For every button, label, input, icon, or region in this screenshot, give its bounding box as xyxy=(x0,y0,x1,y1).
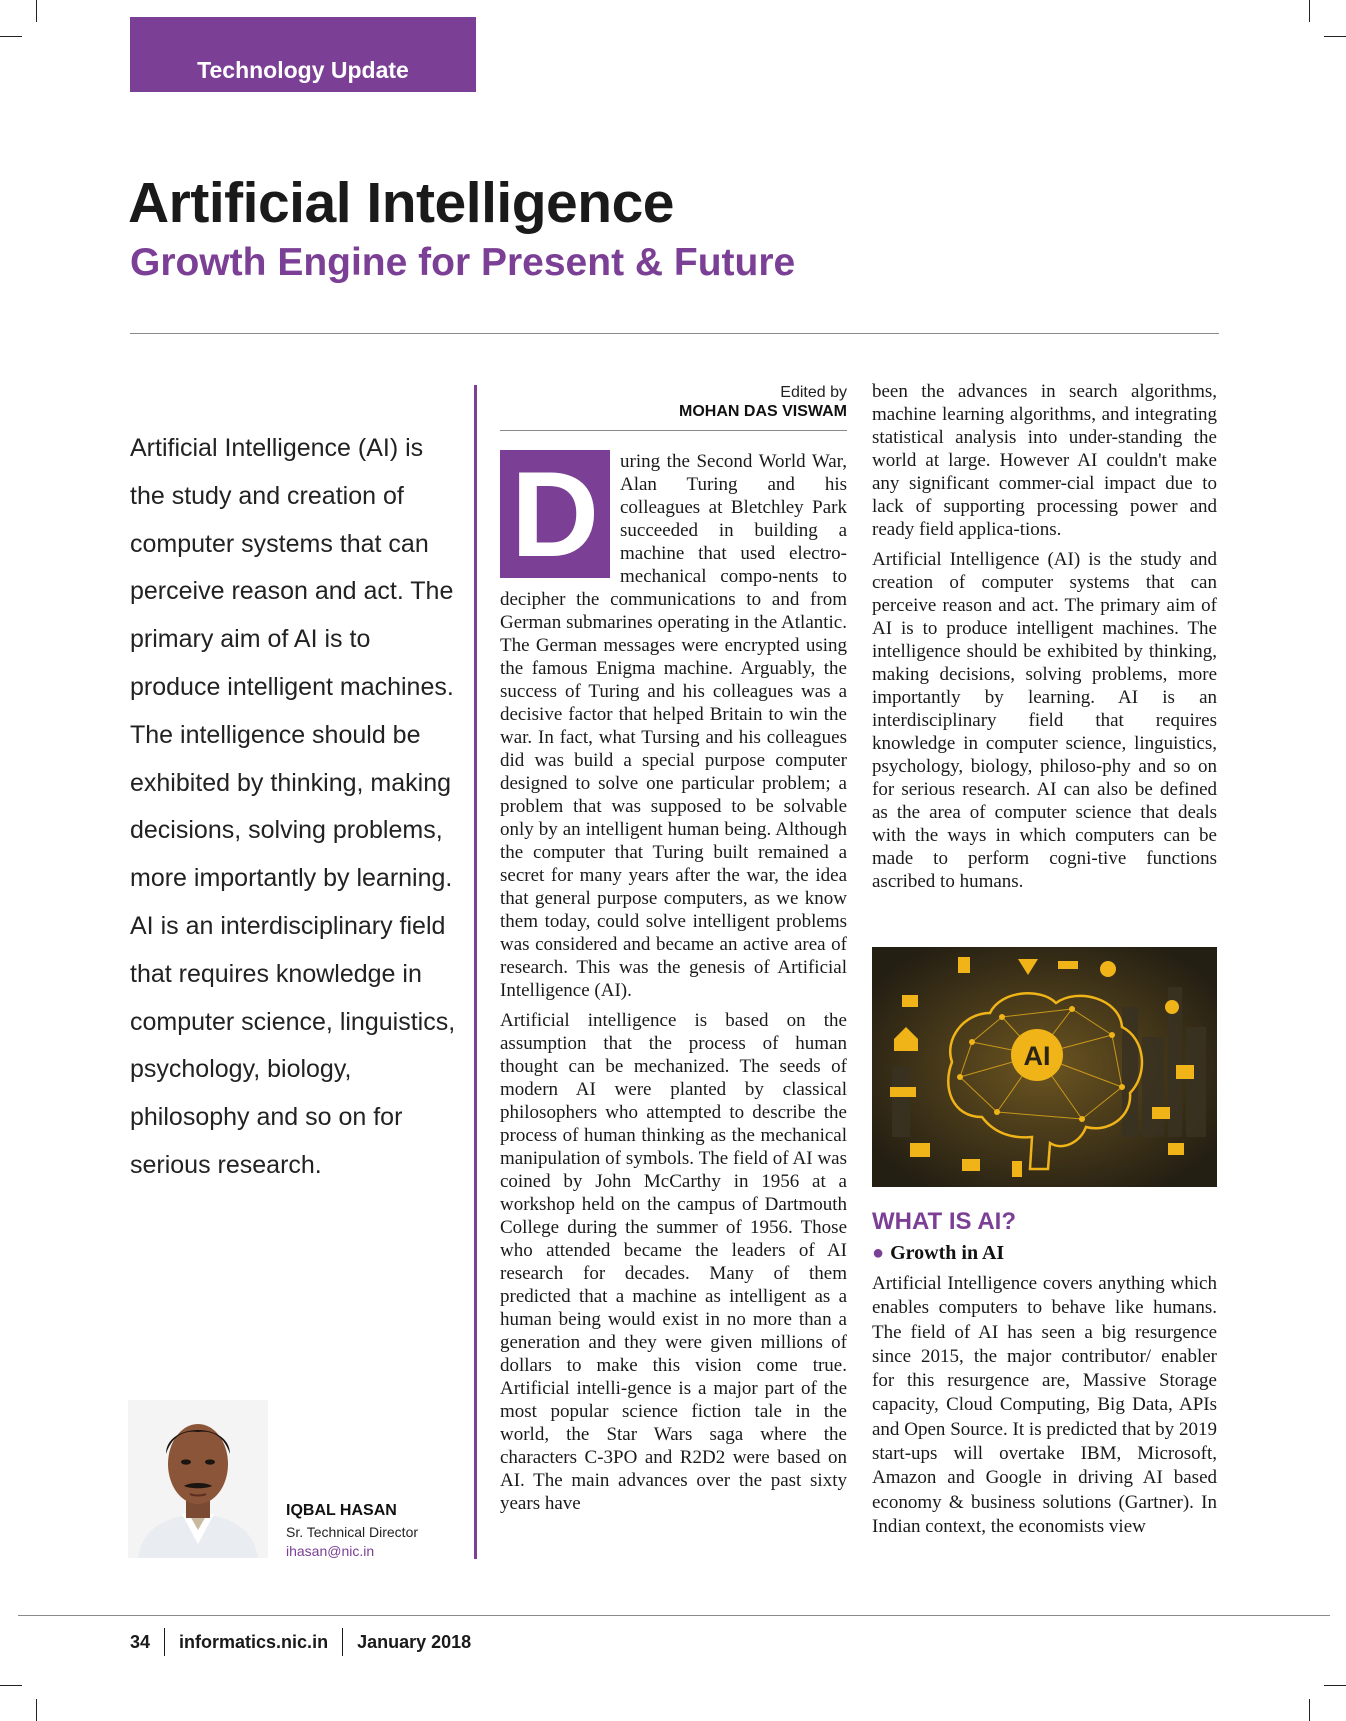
crop-mark xyxy=(36,0,37,22)
pullquote-line: The intelligence should be xyxy=(130,720,421,749)
pullquote-line: AI is an interdisciplinary field xyxy=(130,911,446,940)
crop-mark xyxy=(1309,0,1310,22)
pullquote xyxy=(130,425,460,1190)
pullquote-line: the study and creation of xyxy=(130,481,404,510)
title-divider xyxy=(130,333,1219,334)
bullet-dot-icon: ● xyxy=(872,1242,885,1264)
section-heading: WHAT IS AI? xyxy=(872,1208,1016,1235)
body-column-middle xyxy=(500,446,847,1522)
pullquote-line: produce intelligent machines. xyxy=(130,672,454,701)
editor-label: Edited by xyxy=(780,384,847,401)
page-number: 34 xyxy=(130,1631,151,1652)
pullquote-line: decisions, solving problems, xyxy=(130,816,443,845)
pullquote-line: computer systems that can xyxy=(130,529,429,558)
article-subtitle: Growth Engine for Present & Future xyxy=(130,241,796,284)
section-tag: Technology Update xyxy=(130,17,476,92)
author-email-link[interactable]: ihasan@nic.in xyxy=(286,1543,375,1559)
body-paragraph: been the advances in search algorithms, machine learning algorithms, and integrating statistical analysis into under-standing the world at large. However AI couldn't make any significant commer-cial impact due to lack of supporting processing power and ready field applica-tions. xyxy=(872,381,1217,540)
pullquote-line: perceive reason and act. The xyxy=(130,577,454,606)
editor-credit xyxy=(500,383,847,422)
pullquote-line: that requires knowledge in xyxy=(130,959,422,988)
body-paragraph: Artificial intelligence is based on the assumption that the process of human thought can be mechanized. The seeds of modern AI were planted by classical philosophers who attempted to describe the process of human thinking as the mechanical manipulation of symbols. The field of AI was coined by John McCarthy in 1956 at a workshop held on the campus of Dartmouth College during the summer of 1956. Those who attended became the leaders of AI research for decades. Many of them predicted that a machine as intelligent as a human being would exist in no more than a generation and they were given millions of dollars to make this vision come true. Artificial intelli-gence is a major part of the most popular science fiction tale in the world, the Star Wars saga where the characters C-3PO and R2D2 were based on AI. The main advances over the past sixty years have xyxy=(500,1010,847,1514)
body-column-right-lower xyxy=(872,1272,1217,1546)
footer-issue: January 2018 xyxy=(357,1631,472,1652)
paragraph-text: uring the Second World War, Alan Turing and his colleagues at Bletchley Park succeeded in building a machine that used electro-mechanical compo-nents to decipher the communications to and from German submarines operating in the Atlantic. The German messages were encrypted using the famous Enigma machine. Arguably, the success of Turing and his colleagues was a decisive factor that helped Britain to win the war. In fact, what Tursing and his colleagues did was build a special purpose computer designed to solve one particular problem; a problem that was supposed to be solvable only by an intelligent human being. Although the computer that Turing built remained a secret for many years after the war, the idea that general purpose computers, as we know them today, could solve intelligent problems was considered and became an active area of research. This was the genesis of Artificial Intelligence (AI). xyxy=(500,451,847,1001)
editor-divider xyxy=(500,430,847,431)
pullquote-line: psychology, biology, xyxy=(130,1055,352,1084)
body-paragraph: Artificial Intelligence (AI) is the study and creation of computer systems that can perceive reason and act. The primary aim of AI is to produce intelligent machines. The intelligence should be exhibited by thinking, making decisions, solving problems, more importantly by learning. AI is an interdisciplinary field that requires knowledge in computer science, linguistics, psychology, biology, philoso-phy and so on for serious research. AI can also be defined as the area of computer science that deals with the ways in which computers can be made to perform cogni-tive functions ascribed to humans. xyxy=(872,549,1217,892)
bullet-heading-text: Growth in AI xyxy=(890,1242,1005,1264)
crop-mark xyxy=(0,36,22,37)
pullquote-line: computer science, linguistics, xyxy=(130,1007,456,1036)
body-column-right xyxy=(872,380,1217,900)
bullet-heading xyxy=(872,1242,1004,1265)
crop-mark xyxy=(0,1685,22,1686)
crop-mark xyxy=(1309,1699,1310,1721)
page-footer xyxy=(130,1628,471,1656)
crop-mark xyxy=(1324,1685,1346,1686)
pullquote-line: more importantly by learning. xyxy=(130,864,453,893)
drop-cap: D xyxy=(500,450,610,578)
author-role: Sr. Technical Director xyxy=(286,1524,419,1540)
body-paragraph xyxy=(500,446,847,1002)
column-divider xyxy=(474,385,477,1559)
author-photo xyxy=(128,1400,268,1558)
pullquote-line: primary aim of AI is to xyxy=(130,625,371,654)
footer-site[interactable]: informatics.nic.in xyxy=(179,1631,329,1652)
ai-brain-network-image xyxy=(872,947,1217,1187)
author-name: IQBAL HASAN xyxy=(286,1502,397,1519)
crop-mark xyxy=(1324,36,1346,37)
pullquote-line: exhibited by thinking, making xyxy=(130,768,452,797)
footer-divider xyxy=(18,1615,1330,1616)
editor-name: MOHAN DAS VISWAM xyxy=(679,403,847,420)
pullquote-line: serious research. xyxy=(130,1150,322,1179)
pullquote-line: Artificial Intelligence (AI) is xyxy=(130,434,424,462)
footer-separator xyxy=(164,1628,165,1656)
body-paragraph: Artificial Intelligence covers anything which enables computers to behave like humans. The field of AI has seen a big resurgence since 2015, the major contributor/ enabler for this resurgence are, Massive Storage capacity, Cloud Computing, Big Data, APIs and Open Source. It is predicted that by 2019 start-ups will overtake IBM, Microsoft, Amazon and Google in driving AI based economy & business solutions (Gartner). In Indian context, the economists view xyxy=(872,1273,1217,1537)
ai-image-label: AI xyxy=(1023,1041,1051,1071)
crop-mark xyxy=(36,1699,37,1721)
pullquote-line: philosophy and so on for xyxy=(130,1103,403,1132)
footer-separator xyxy=(342,1628,343,1656)
article-title: Artificial Intelligence xyxy=(128,171,674,235)
